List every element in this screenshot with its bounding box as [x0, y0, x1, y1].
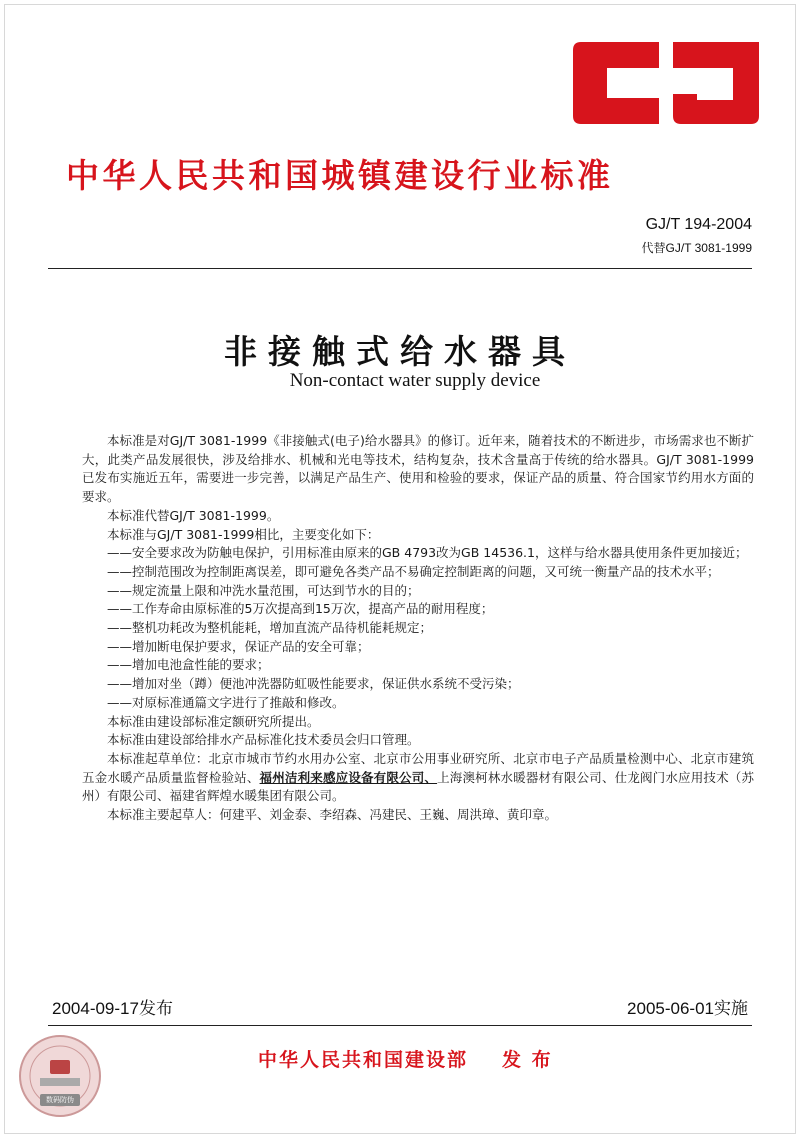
- drafting-units-paragraph: [82, 750, 754, 806]
- publisher-line: [258, 1045, 553, 1072]
- implementation-date: 2005-06-01实施: [627, 999, 748, 1018]
- foreword-body: [82, 432, 754, 825]
- change-item: ——规定流量上限和冲洗水量范围，可达到节水的目的；: [107, 582, 420, 598]
- standard-code: GJ/T 194-2004: [645, 216, 752, 233]
- drafting-units-text: 上海澳柯林水暖器材有限公司、仕龙阀门水应用技术（苏州）有限公司、福建省辉煌水暖集团有限公司。: [82, 769, 754, 804]
- issue-date: 2004-09-17发布: [52, 999, 173, 1018]
- document-title-en: Non-contact water supply device: [289, 370, 541, 391]
- foreword-paragraph: 本标准由建设部给排水产品标准化技术委员会归口管理。: [107, 732, 420, 748]
- publisher-org: 中华人民共和国建设部: [258, 1049, 469, 1071]
- cj-logo: [573, 42, 759, 124]
- header-divider: [48, 268, 752, 269]
- standard-series-title: 中华人民共和国城镇建设行业标准: [66, 156, 614, 195]
- publisher-action: 发 布: [502, 1049, 553, 1071]
- foreword-paragraph: 本标准是对GJ/T 3081-1999《非接触式(电子)给水器具》的修订。近年来，随着技术的不断进步，市场需求也不断扩大，此类产品发展很快，涉及给排水、机械和光电等技术，结构复杂，技术含量高于传统的给水器具。GJ/T 3081-1999已发布实施近五年，需要进一步完善，以满足产品生产、使用和检验的要求，保证产品的质量、符合国家节约用水方面的要求。: [82, 433, 754, 505]
- highlighted-unit: 福州洁利来感应设备有限公司、: [259, 769, 438, 785]
- change-item: ——工作寿命由原标准的5万次提高到15万次，提高产品的耐用程度；: [107, 601, 494, 617]
- change-item: ——增加对坐（蹲）便池冲洗器防虹吸性能要求，保证供水系统不受污染；: [107, 676, 520, 692]
- foreword-paragraph: 本标准由建设部标准定额研究所提出。: [107, 713, 320, 729]
- change-item: ——安全要求改为防触电保护，引用标准由原来的GB 4793改为GB 14536.1，这样与给水器具使用条件更加接近；: [107, 545, 748, 561]
- foreword-paragraph: 本标准代替GJ/T 3081-1999。: [107, 507, 280, 523]
- foreword-paragraph: 本标准与GJ/T 3081-1999相比，主要变化如下：: [107, 526, 380, 542]
- document-title-cn: 非接触式给水器具: [224, 332, 576, 371]
- foreword-paragraph: 本标准主要起草人：何建平、刘金泰、李绍森、冯建民、王巍、周洪璋、黄印章。: [107, 807, 558, 823]
- change-item: ——增加断电保护要求，保证产品的安全可靠；: [107, 638, 370, 654]
- change-item: ——对原标准通篇文字进行了推敲和修改。: [107, 694, 345, 710]
- change-item: ——整机功耗改为整机能耗，增加直流产品待机能耗规定；: [107, 620, 433, 636]
- change-item: ——控制范围改为控制距离误差，即可避免各类产品不易确定控制距离的问题，又可统一衡量产品的技术水平；: [107, 563, 720, 579]
- change-item: ——增加电池盒性能的要求；: [107, 657, 270, 673]
- seal-label: 数码防伪: [40, 1094, 80, 1106]
- drafting-units-text: 本标准起草单位：北京市城市节约水用办公室、北京市公用事业研究所、北京市电子产品质量检测中心、北京市建筑五金水暖产品质量监督检验站、: [82, 750, 754, 785]
- replaces-code: 代替GJ/T 3081-1999: [641, 241, 752, 255]
- footer-divider: [48, 1025, 752, 1026]
